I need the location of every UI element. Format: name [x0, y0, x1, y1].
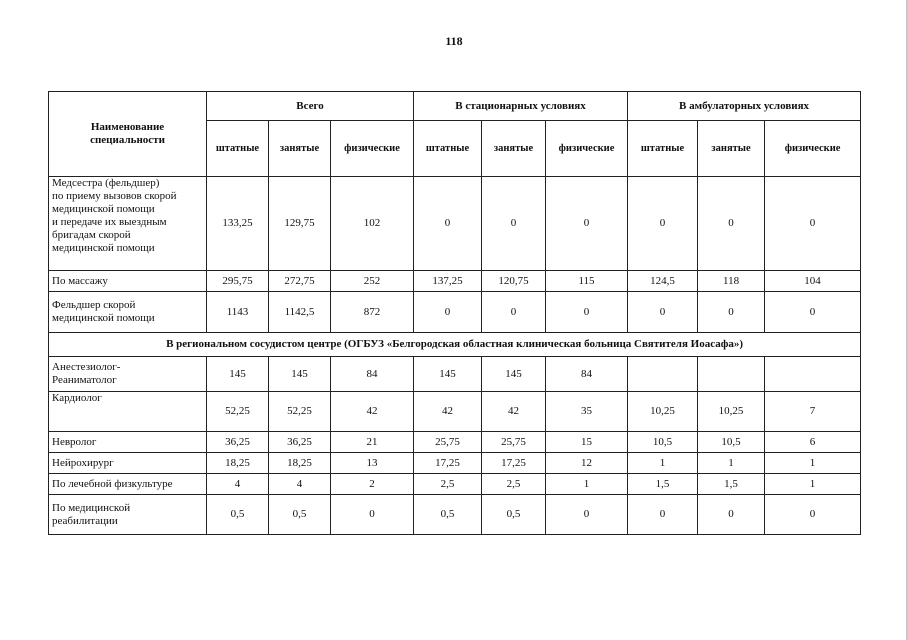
value-cell: 0: [546, 292, 628, 333]
value-cell: 42: [482, 392, 546, 432]
value-cell: 4: [207, 474, 269, 495]
value-cell: 84: [331, 357, 414, 392]
value-cell: 252: [331, 271, 414, 292]
value-cell: 0: [765, 292, 861, 333]
header-group-inpatient: В стационарных условиях: [414, 92, 628, 121]
row-name-cell: Анестезиолог- Реаниматолог: [49, 357, 207, 392]
section-title: В региональном сосудистом центре (ОГБУЗ «Белгородская областная клиническая больница Святителя Иоасафа»): [49, 333, 861, 357]
value-cell: 0,5: [414, 495, 482, 535]
value-cell: 129,75: [269, 177, 331, 271]
row-name-cell: По массажу: [49, 271, 207, 292]
value-cell: 15: [546, 432, 628, 453]
value-cell: 0,5: [482, 495, 546, 535]
value-cell: 0: [698, 495, 765, 535]
value-cell: 4: [269, 474, 331, 495]
value-cell: 1: [698, 453, 765, 474]
value-cell: 12: [546, 453, 628, 474]
value-cell: 84: [546, 357, 628, 392]
row-name-cell: Фельдшер скорой медицинской помощи: [49, 292, 207, 333]
value-cell: 25,75: [482, 432, 546, 453]
header-subcol: штатные: [207, 121, 269, 177]
value-cell: 1143: [207, 292, 269, 333]
header-subcol: штатные: [414, 121, 482, 177]
value-cell: 295,75: [207, 271, 269, 292]
value-cell: 0: [482, 292, 546, 333]
value-cell: 0: [546, 495, 628, 535]
value-cell: 2,5: [482, 474, 546, 495]
table-row: [49, 453, 861, 474]
value-cell: 145: [482, 357, 546, 392]
value-cell: 10,25: [628, 392, 698, 432]
value-cell: 52,25: [207, 392, 269, 432]
value-cell: 10,25: [698, 392, 765, 432]
header-subcol: занятые: [698, 121, 765, 177]
value-cell: 35: [546, 392, 628, 432]
value-cell: 13: [331, 453, 414, 474]
value-cell: 145: [207, 357, 269, 392]
header-subcol: занятые: [482, 121, 546, 177]
value-cell: 0: [765, 177, 861, 271]
value-cell: [765, 357, 861, 392]
value-cell: 2: [331, 474, 414, 495]
table-header: [49, 92, 861, 177]
value-cell: 145: [414, 357, 482, 392]
value-cell: 1,5: [628, 474, 698, 495]
table-body: [49, 177, 861, 535]
table-row: [49, 177, 861, 271]
value-cell: 1,5: [698, 474, 765, 495]
header-group-outpatient: В амбулаторных условиях: [628, 92, 861, 121]
value-cell: 115: [546, 271, 628, 292]
value-cell: 1: [765, 453, 861, 474]
value-cell: 0: [698, 177, 765, 271]
value-cell: 124,5: [628, 271, 698, 292]
value-cell: 17,25: [414, 453, 482, 474]
value-cell: 118: [698, 271, 765, 292]
value-cell: 0: [628, 177, 698, 271]
value-cell: 7: [765, 392, 861, 432]
value-cell: 52,25: [269, 392, 331, 432]
header-name-col: Наименование специальности: [49, 92, 207, 177]
value-cell: 120,75: [482, 271, 546, 292]
value-cell: 36,25: [207, 432, 269, 453]
value-cell: 0: [414, 292, 482, 333]
value-cell: 137,25: [414, 271, 482, 292]
value-cell: 21: [331, 432, 414, 453]
value-cell: 872: [331, 292, 414, 333]
value-cell: 0: [414, 177, 482, 271]
row-name-cell: По медицинской реабилитации: [49, 495, 207, 535]
section-row: [49, 333, 861, 357]
header-subcol: физические: [331, 121, 414, 177]
value-cell: 0: [698, 292, 765, 333]
table-row: [49, 474, 861, 495]
value-cell: 133,25: [207, 177, 269, 271]
value-cell: 2,5: [414, 474, 482, 495]
value-cell: 0: [482, 177, 546, 271]
header-subcol: занятые: [269, 121, 331, 177]
row-name-cell: Невролог: [49, 432, 207, 453]
value-cell: 102: [331, 177, 414, 271]
value-cell: 0: [331, 495, 414, 535]
page-number: 118: [445, 34, 463, 48]
row-name-cell: По лечебной физкультуре: [49, 474, 207, 495]
value-cell: 0: [546, 177, 628, 271]
row-name-cell: Кардиолог: [49, 392, 207, 432]
value-cell: 104: [765, 271, 861, 292]
value-cell: [698, 357, 765, 392]
value-cell: 10,5: [628, 432, 698, 453]
value-cell: 36,25: [269, 432, 331, 453]
value-cell: 0: [628, 292, 698, 333]
table-row: [49, 495, 861, 535]
staffing-table: [48, 91, 861, 535]
value-cell: 18,25: [207, 453, 269, 474]
value-cell: 1: [546, 474, 628, 495]
header-subcol: физические: [546, 121, 628, 177]
value-cell: 0,5: [207, 495, 269, 535]
value-cell: 17,25: [482, 453, 546, 474]
row-name-cell: Медсестра (фельдшер) по приему вызовов скорой медицинской помощи и передаче их выездным бригадам скорой медицинской помощи: [49, 177, 207, 271]
value-cell: 272,75: [269, 271, 331, 292]
value-cell: 0,5: [269, 495, 331, 535]
row-name-cell: Нейрохирург: [49, 453, 207, 474]
value-cell: 42: [331, 392, 414, 432]
header-group-total: Всего: [207, 92, 414, 121]
value-cell: 0: [765, 495, 861, 535]
value-cell: 1: [765, 474, 861, 495]
table-row: [49, 392, 861, 432]
table-row: [49, 357, 861, 392]
value-cell: 10,5: [698, 432, 765, 453]
value-cell: 0: [628, 495, 698, 535]
header-subcol: физические: [765, 121, 861, 177]
value-cell: [628, 357, 698, 392]
table-row: [49, 271, 861, 292]
header-group-row: [49, 92, 861, 121]
value-cell: 1: [628, 453, 698, 474]
value-cell: 18,25: [269, 453, 331, 474]
value-cell: 145: [269, 357, 331, 392]
table-row: [49, 292, 861, 333]
table-row: [49, 432, 861, 453]
header-subcol: штатные: [628, 121, 698, 177]
value-cell: 25,75: [414, 432, 482, 453]
value-cell: 6: [765, 432, 861, 453]
value-cell: 1142,5: [269, 292, 331, 333]
value-cell: 42: [414, 392, 482, 432]
